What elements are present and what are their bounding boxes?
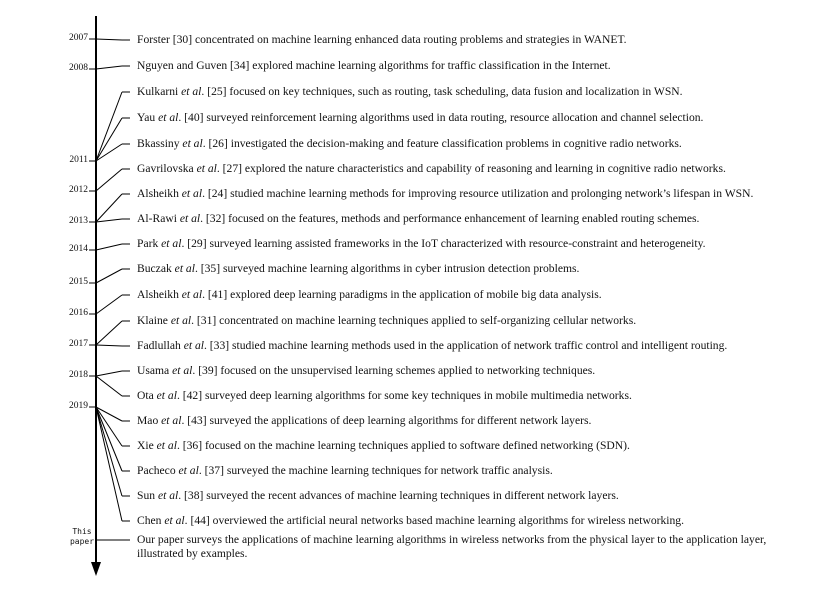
year-label: 2014	[69, 244, 88, 254]
entry-et-al: et al	[196, 162, 217, 175]
year-label: 2007	[69, 33, 88, 43]
survey-entry	[137, 364, 787, 378]
entry-et-al: et al	[174, 262, 195, 275]
year-label: 2013	[69, 216, 88, 226]
survey-entry	[137, 389, 787, 403]
entry-et-al: et al	[157, 489, 179, 502]
entry-text-rest: . [29] surveyed learning assisted frameworks in the IoT characterized with resource-constraint and heterogeneity.	[181, 237, 706, 250]
survey-entry	[137, 59, 787, 73]
year-label: 2015	[69, 277, 88, 287]
connector-line	[96, 118, 122, 161]
entry-text-rest: . [43] surveyed the applications of deep learning algorithms for different network layers.	[181, 414, 592, 427]
entry-text: Xie	[137, 439, 157, 452]
survey-entry	[137, 262, 787, 276]
entry-text-rest: . [25] focused on key techniques, such as routing, task scheduling, data fusion and localization in WSN.	[201, 85, 683, 98]
year-label: 2017	[69, 339, 88, 349]
year-label: 2012	[69, 185, 88, 195]
connector-line	[96, 219, 122, 222]
entry-text: Chen	[137, 514, 165, 527]
connector-line	[96, 39, 122, 40]
entry-text-rest: . [40] surveyed reinforcement learning algorithms used in data routing, resource allocation and channel selection.	[178, 111, 704, 124]
survey-entry	[137, 212, 787, 226]
entry-text: Buczak	[137, 262, 175, 275]
entry-text: Ota	[137, 389, 157, 402]
entry-text: Alsheikh	[137, 187, 182, 200]
entry-text-rest: . [35] surveyed machine learning algorithms in cyber intrusion detection problems.	[194, 262, 580, 275]
entry-text: Pacheco	[137, 464, 179, 477]
this-paper-entry	[137, 533, 777, 561]
entry-et-al: et al	[161, 237, 182, 250]
entry-et-al: et al	[172, 364, 193, 377]
entry-et-al: et al	[164, 514, 185, 527]
entry-text: Kulkarni	[137, 85, 182, 98]
entry-et-al: et al	[156, 389, 177, 402]
this-paper-line2: paper	[69, 537, 95, 546]
connector-line	[96, 244, 122, 250]
entry-text-rest: . [37] surveyed the machine learning techniques for network traffic analysis.	[198, 464, 553, 477]
this-paper-line1: This	[72, 527, 92, 536]
entry-et-al: et al	[178, 464, 199, 477]
this-paper-label	[68, 527, 96, 547]
entry-et-al: et al	[156, 439, 177, 452]
entry-text: Usama	[137, 364, 173, 377]
entry-text: Park	[137, 237, 162, 250]
year-label: 2011	[69, 155, 88, 165]
entry-et-al: et al	[158, 111, 179, 124]
entry-text: Klaine	[137, 314, 171, 327]
entry-text: Nguyen and Guven [34] explored machine learning algorithms for traffic classification in the Internet.	[137, 59, 611, 72]
survey-entry	[137, 314, 787, 328]
entry-text: Sun	[137, 489, 158, 502]
survey-entry	[137, 514, 787, 528]
connector-line	[96, 295, 122, 314]
connector-line	[96, 144, 122, 161]
connector-line	[96, 345, 122, 346]
entry-et-al: et al	[161, 414, 182, 427]
entry-text-rest: . [39] focused on the unsupervised learning schemes applied to networking techniques.	[192, 364, 596, 377]
entry-et-al: et al	[183, 339, 204, 352]
connector-line	[96, 194, 122, 222]
survey-entry	[137, 137, 787, 151]
survey-entry	[137, 414, 787, 428]
survey-entry	[137, 339, 787, 353]
entry-text: Yau	[137, 111, 159, 124]
entry-text: Alsheikh	[137, 288, 182, 301]
connector-line	[96, 407, 122, 471]
entry-text: Al-Rawi	[137, 212, 180, 225]
connector-line	[96, 376, 122, 396]
entry-et-al: et al	[181, 288, 203, 301]
year-label: 2016	[69, 308, 88, 318]
connector-line	[96, 321, 122, 345]
connector-line	[96, 92, 122, 161]
survey-entry	[137, 439, 787, 453]
entry-et-al: et al	[181, 187, 203, 200]
entry-text-rest: . [42] surveyed deep learning algorithms for some key techniques in mobile multimedia networks.	[176, 389, 632, 402]
entry-text: Fadlullah	[137, 339, 184, 352]
entry-text-rest: . [26] investigated the decision-making and feature classification problems in cognitive radio networks.	[202, 137, 682, 150]
entry-text-rest: . [36] focused on the machine learning techniques applied to software defined networking (SDN).	[176, 439, 630, 452]
entry-text-rest: . [31] concentrated on machine learning techniques applied to self-organizing cellular networks.	[191, 314, 637, 327]
entry-et-al: et al	[181, 85, 202, 98]
entry-et-al: et al	[182, 137, 203, 150]
survey-entry	[137, 111, 787, 125]
entry-text: Gavrilovska	[137, 162, 197, 175]
entry-text-rest: . [41] explored deep learning paradigms in the application of mobile big data analysis.	[202, 288, 602, 301]
connector-line	[96, 407, 122, 521]
year-label: 2008	[69, 63, 88, 73]
connector-line	[96, 371, 122, 376]
entry-text: Bkassiny	[137, 137, 183, 150]
timeline-arrowhead	[91, 562, 101, 576]
entry-text: Mao	[137, 414, 162, 427]
entry-et-al: et al	[179, 212, 201, 225]
entry-text-rest: . [33] studied machine learning methods used in the application of network traffic control and intelligent routing.	[204, 339, 728, 352]
survey-entry	[137, 162, 787, 176]
entry-text-rest: . [27] explored the nature characteristics and capability of reasoning and learning in cognitive radio networks.	[216, 162, 726, 175]
year-label: 2018	[69, 370, 88, 380]
year-label: 2019	[69, 401, 88, 411]
survey-entry	[137, 85, 787, 99]
entry-text: Forster [30] concentrated on machine learning enhanced data routing problems and strategies in WANET.	[137, 33, 627, 46]
entry-text: Our paper surveys the applications of machine learning algorithms in wireless networks from the physical layer to the application layer, illustrated by examples.	[137, 533, 767, 560]
survey-entry	[137, 288, 787, 302]
entry-text-rest: . [32] focused on the features, methods and performance enhancement of learning enabled routing schemes.	[200, 212, 700, 225]
connector-line	[96, 66, 122, 69]
survey-entry	[137, 187, 787, 201]
entry-text-rest: . [38] surveyed the recent advances of machine learning techniques in different network layers.	[178, 489, 619, 502]
survey-entry	[137, 464, 787, 478]
survey-entry	[137, 33, 787, 47]
connector-line	[96, 169, 122, 191]
entry-et-al: et al	[170, 314, 192, 327]
survey-entry	[137, 237, 787, 251]
entry-text-rest: . [44] overviewed the artificial neural networks based machine learning algorithms for wireless networking.	[184, 514, 685, 527]
connector-line	[96, 269, 122, 283]
connector-line	[96, 407, 122, 496]
entry-text-rest: . [24] studied machine learning methods for improving resource utilization and prolonging network’s lifespan in WSN.	[202, 187, 754, 200]
survey-entry	[137, 489, 787, 503]
